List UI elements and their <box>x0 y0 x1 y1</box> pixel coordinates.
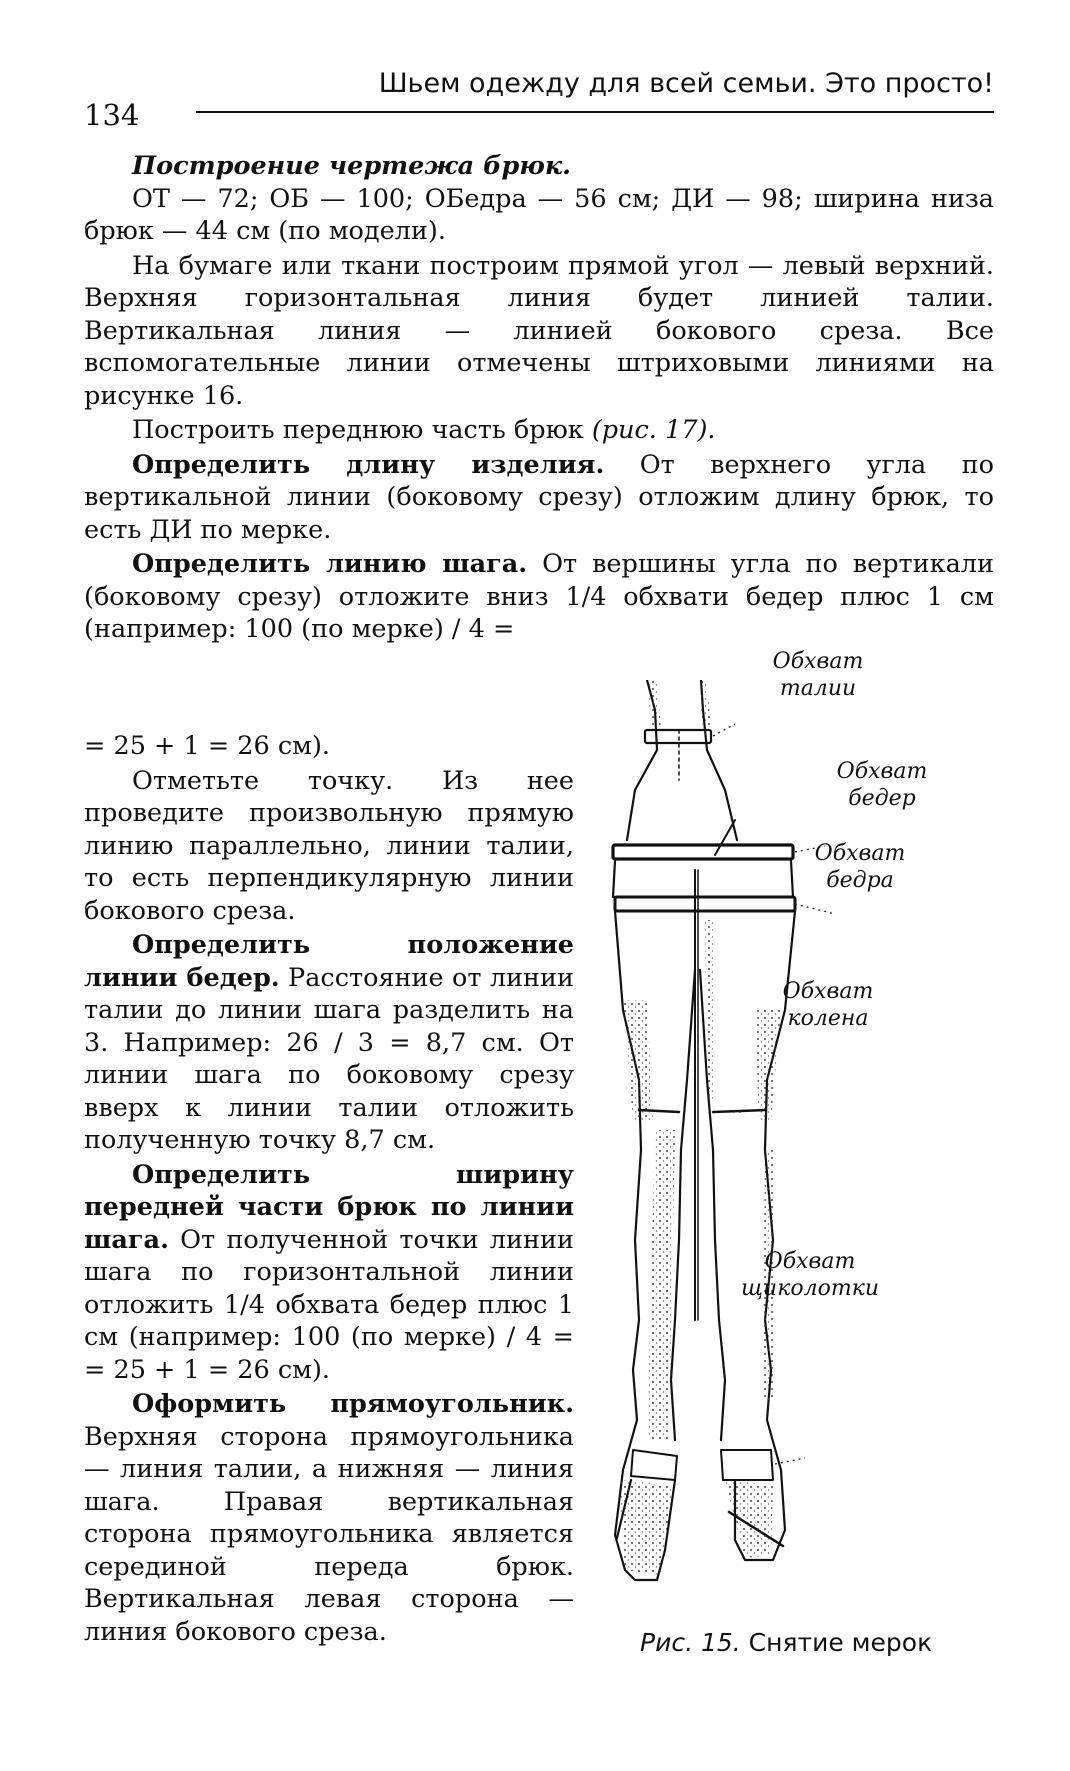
paragraph-hip-line <box>84 929 574 1157</box>
paragraph-front-part-text: Построить переднюю часть брюк <box>132 415 592 445</box>
label-waist-girth: Обхват талии <box>772 649 864 701</box>
lead-length: Определить длину изделия. <box>132 449 605 480</box>
legs-illustration <box>595 680 1015 1600</box>
figure-measurements <box>595 649 1015 1600</box>
lead-crotch-line: Определить линию шага. <box>132 549 528 579</box>
text-hip-line: Расстояние от линии талии до линии шага разделить на 3. Например: 26 / 3 = 8,7 см. От линии шага по боковому срезу вверх к линии талии отложить полученную точку 8,7 см. <box>84 962 574 1155</box>
lead-rectangle: Оформить прямоугольник. <box>132 1389 574 1419</box>
label-thigh-girth: Обхват бедра <box>814 841 906 893</box>
paragraph-measurements: ОТ — 72; ОБ — 100; ОБедра — 56 см; ДИ — 98; ширина низа брюк — 44 см (по модели). <box>84 183 994 246</box>
main-text <box>84 150 994 648</box>
running-title: Шьем одежду для всей семьи. Это просто! <box>378 68 994 99</box>
page-number: 134 <box>84 98 140 132</box>
text-front-width: От полученной точки линии шага по горизонтальной линии отложить 1/4 обхвата бедер плюс 1 см (например: 100 (по мерке) / 4 = = 25 + 1 = 26 см). <box>84 1224 574 1385</box>
paragraph-crotch-continued: = 25 + 1 = 26 см). <box>84 731 331 761</box>
label-hips-girth: Обхват бедер <box>836 759 928 811</box>
lead-front-width: Определить ширину передней части брюк по линии шага. <box>84 1159 574 1255</box>
page-header <box>84 60 994 130</box>
paragraph-front-part <box>84 414 994 447</box>
caption-text: Снятие мерок <box>740 1628 933 1657</box>
text-rectangle: Верхняя сторона прямоугольника — линия талии, а нижняя — линия шага. Правая вертикальная сторона прямоугольника является серединой переда брюк. Вертикальная левая сторона — линия бокового среза. <box>84 1421 574 1647</box>
figure-caption <box>640 1628 932 1657</box>
paragraph-crotch-line <box>84 548 994 646</box>
text-length: От верхнего угла по вертикальной линии (боковому срезу) отложим длину брюк, то есть ДИ по мерке. <box>84 449 994 545</box>
paragraph-rectangle <box>84 1388 574 1648</box>
caption-figure-number: Рис. 15. <box>640 1628 741 1657</box>
left-column-text <box>84 730 574 1650</box>
figure-reference: (рис. 17). <box>591 415 716 445</box>
paragraph-mark-point: Отметьте точку. Из нее проведите произвольную прямую линию параллельно, линии талии, то есть перпендикулярную линии бокового среза. <box>84 765 574 926</box>
paragraph-right-angle: На бумаге или ткани построим прямой угол — левый верхний. Верхняя горизонтальная линия будет линией талии. Вертикальная линия — линией бокового среза. Все вспомогательные линии отмечены штриховыми линиями на рисунке 16. <box>84 250 994 411</box>
paragraph-length <box>84 449 994 547</box>
label-ankle-girth: Обхват щиколотки <box>741 1249 879 1301</box>
label-knee-girth: Обхват колена <box>782 979 874 1031</box>
header-rule <box>196 111 994 113</box>
lead-hip-line: Определить положение линии бедер. <box>84 930 574 993</box>
section-title: Построение чертежа брюк. <box>132 151 572 181</box>
paragraph-front-width <box>84 1159 574 1387</box>
text-crotch-line: От вершины угла по вертикали (боковому срезу) отложите вниз 1/4 обхвати бедер плюс 1 см (например: 100 (по мерке) / 4 = <box>84 549 994 644</box>
